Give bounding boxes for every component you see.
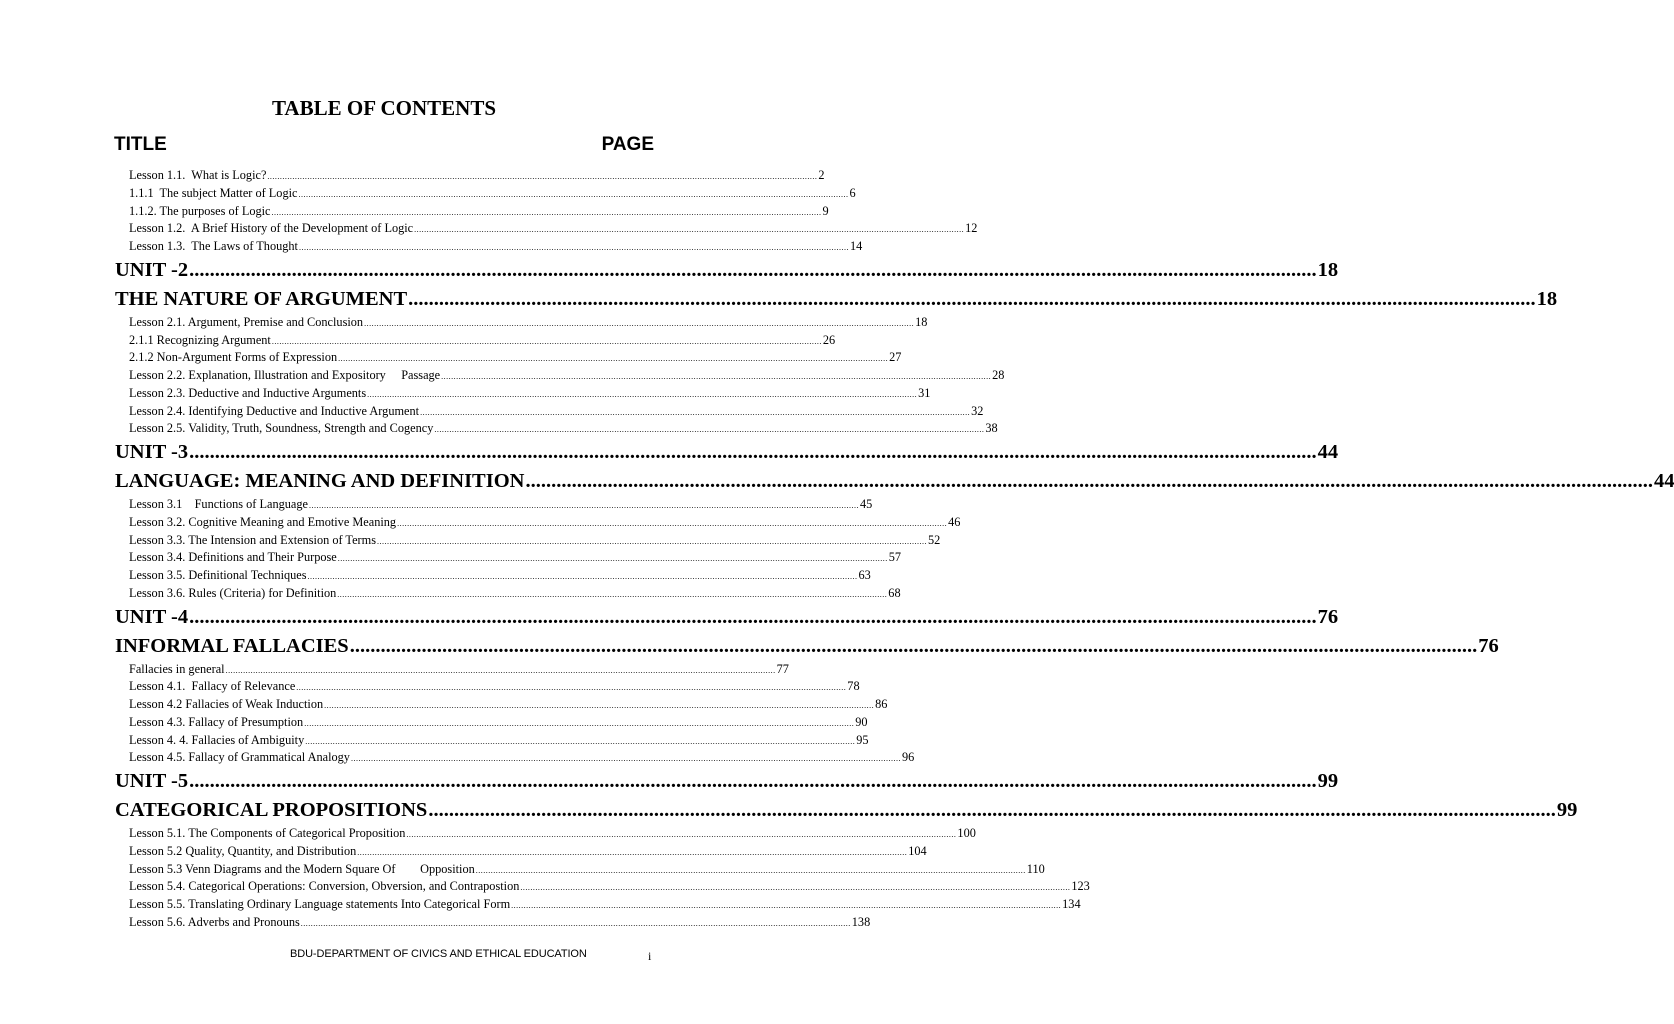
dot-leader: ............................................................................................................................................................................................................................ <box>300 918 851 928</box>
toc-entry-title: Lesson 2.1. Argument, Premise and Conclusion <box>129 314 364 329</box>
toc-entry-title: INFORMAL FALLACIES <box>115 634 349 657</box>
toc-entry-page: 9 <box>822 203 829 218</box>
toc-entry-title: Lesson 2.4. Identifying Deductive and Inductive Argument <box>129 403 420 418</box>
toc-entry-title: Lesson 4.5. Fallacy of Grammatical Analogy <box>129 750 350 765</box>
toc-entry-page: 76 <box>1478 634 1499 657</box>
toc-entry-title: Lesson 4.3. Fallacy of Presumption <box>129 714 304 729</box>
toc-entry-title: Lesson 3.6. Rules (Criteria) for Definition <box>129 585 337 600</box>
toc-entry-title: UNIT -4 <box>115 605 189 628</box>
toc-entry-page: 44 <box>1653 470 1674 492</box>
toc-entry-title: Lesson 1.3. The Laws of Thought <box>129 239 298 253</box>
toc-entry-title: 1.1.1 The subject Matter of Logic <box>129 185 298 200</box>
dot-leader: ............................................................................................................................................................................................................................ <box>298 243 849 252</box>
toc-unit-heading[interactable] <box>115 285 1558 314</box>
toc-entry-title: Lesson 3.4. Definitions and Their Purpose <box>129 550 337 565</box>
toc-entry-title: Lesson 5.1. The Components of Categorical Proposition <box>129 826 406 840</box>
toc-entry-page: 86 <box>875 697 888 711</box>
dot-leader: ............................................................................................................................................................................................................................ <box>271 207 822 217</box>
dot-leader: ............................................................................................................................................................................................................................ <box>225 665 776 675</box>
toc-entry-title: Lesson 5.2 Quality, Quantity, and Distribution <box>129 843 357 858</box>
toc-entry[interactable] <box>129 385 931 403</box>
toc-entry[interactable] <box>129 314 928 332</box>
dot-leader: ............................................................................................................................................................................................................................ <box>271 336 822 346</box>
toc-entry-page: 123 <box>1071 879 1090 894</box>
toc-entry[interactable] <box>129 532 941 550</box>
toc-entry-title: 1.1.2. The purposes of Logic <box>129 203 271 218</box>
page-title: TABLE OF CONTENTS <box>271 96 497 120</box>
dot-leader: ............................................................................................................................................................................................................................ <box>189 770 1317 792</box>
toc-entry-title: Lesson 3.5. Definitional Techniques <box>129 568 307 582</box>
toc-entry-title: Lesson 5.3 Venn Diagrams and the Modern Square Of Opposition <box>129 861 475 876</box>
dot-leader: ............................................................................................................................................................................................................................ <box>337 589 888 599</box>
toc-entry-page: 110 <box>1026 861 1045 876</box>
toc-entry[interactable] <box>129 167 825 185</box>
toc-entry-page: 27 <box>889 350 902 365</box>
toc-entry-title: Lesson 4.1. Fallacy of Relevance <box>129 679 296 694</box>
toc-entry[interactable] <box>129 567 871 585</box>
toc-entry-title: Lesson 5.5. Translating Ordinary Language statements Into Categorical Form <box>129 897 511 911</box>
toc-entry[interactable] <box>129 825 976 843</box>
toc-entry[interactable] <box>129 332 836 350</box>
toc-entry-page: 12 <box>965 221 978 236</box>
toc-entry-title: LANGUAGE: MEANING AND DEFINITION <box>115 470 525 492</box>
dot-leader: ............................................................................................................................................................................................................................ <box>364 318 915 328</box>
toc-entry-page: 18 <box>915 314 928 329</box>
dot-leader: ............................................................................................................................................................................................................................ <box>304 718 855 728</box>
toc-entry-page: 26 <box>822 332 836 347</box>
toc-entry-title: Fallacies in general <box>129 661 225 676</box>
toc-entry[interactable] <box>129 549 902 567</box>
footer-department: BDU-DEPARTMENT OF CIVICS AND ETHICAL EDUCATION <box>290 948 587 960</box>
toc-entry-page: 18 <box>1536 287 1558 310</box>
toc-unit-heading[interactable] <box>115 796 1578 825</box>
dot-leader: ............................................................................................................................................................................................................................ <box>307 572 858 581</box>
toc-entry-title: UNIT -3 <box>115 441 189 463</box>
toc-unit-heading[interactable] <box>115 438 1339 467</box>
toc-entry[interactable] <box>129 661 789 679</box>
toc-entry[interactable] <box>129 238 863 256</box>
toc-entry[interactable] <box>129 185 856 203</box>
toc-entry[interactable] <box>129 749 915 767</box>
toc-entry[interactable] <box>129 420 998 438</box>
dot-leader: ............................................................................................................................................................................................................................ <box>338 354 889 364</box>
dot-leader: ............................................................................................................................................................................................................................ <box>296 683 847 693</box>
toc-entry-page: 14 <box>849 239 863 253</box>
toc-entry-page: 28 <box>992 368 1005 382</box>
dot-leader: ............................................................................................................................................................................................................................ <box>414 225 965 235</box>
toc-entry-page: 45 <box>859 497 873 511</box>
toc-entry-title: Lesson 3.2. Cognitive Meaning and Emotive Meaning <box>129 514 397 529</box>
toc-entry-page: 31 <box>918 385 931 400</box>
dot-leader: ............................................................................................................................................................................................................................ <box>337 554 888 564</box>
toc-entry[interactable] <box>129 732 869 750</box>
toc-entry-page: 46 <box>948 514 961 529</box>
toc-entry-title: UNIT -5 <box>115 770 189 792</box>
toc-entry-page: 99 <box>1317 770 1339 792</box>
dot-leader: ............................................................................................................................................................................................................................ <box>267 172 818 181</box>
toc-entry-page: 99 <box>1556 799 1578 821</box>
dot-leader: ............................................................................................................................................................................................................................ <box>308 501 859 510</box>
toc-entry-page: 134 <box>1062 897 1081 911</box>
toc-entry-title: 2.1.1 Recognizing Argument <box>129 332 271 347</box>
toc-entry-title: Lesson 3.3. The Intension and Extension of Terms <box>129 532 376 547</box>
dot-leader: ............................................................................................................................................................................................................................ <box>367 389 918 399</box>
toc-entry[interactable] <box>129 203 829 221</box>
dot-leader: ............................................................................................................................................................................................................................ <box>420 407 971 417</box>
dot-leader: ............................................................................................................................................................................................................................ <box>357 847 908 857</box>
dot-leader: ............................................................................................................................................................................................................................ <box>520 883 1071 893</box>
toc-entry[interactable] <box>129 896 1081 914</box>
toc-entry-page: 68 <box>888 585 901 600</box>
toc-entry-page: 44 <box>1317 441 1339 463</box>
toc-entry[interactable] <box>129 914 871 932</box>
toc-entry-title: CATEGORICAL PROPOSITIONS <box>115 799 428 821</box>
toc-entry-page: 78 <box>847 679 860 694</box>
dot-leader: ............................................................................................................................................................................................................................ <box>189 605 1317 628</box>
toc-unit-heading[interactable] <box>115 256 1339 285</box>
toc-entry[interactable] <box>129 714 868 732</box>
toc-entry[interactable] <box>129 403 984 421</box>
toc-entry-page: 77 <box>776 661 789 676</box>
dot-leader: ............................................................................................................................................................................................................................ <box>324 701 875 710</box>
dot-leader: ............................................................................................................................................................................................................................ <box>511 901 1062 910</box>
dot-leader: ............................................................................................................................................................................................................................ <box>441 372 992 381</box>
dot-leader: ............................................................................................................................................................................................................................ <box>406 830 957 839</box>
toc-entry-title: Lesson 3.1 Functions of Language <box>129 497 308 511</box>
toc-entry[interactable] <box>129 878 1090 896</box>
toc-entry-page: 52 <box>927 532 941 547</box>
toc-entry-title: UNIT -2 <box>115 258 189 281</box>
toc-entry-page: 95 <box>856 732 869 747</box>
toc-entry-title: Lesson 2.5. Validity, Truth, Soundness, Strength and Cogency <box>129 421 434 436</box>
toc-entry[interactable] <box>129 585 901 603</box>
dot-leader: ............................................................................................................................................................................................................................ <box>298 189 849 199</box>
dot-leader: ............................................................................................................................................................................................................................ <box>376 536 927 546</box>
dot-leader: ............................................................................................................................................................................................................................ <box>349 634 1478 657</box>
toc-entry-title: Lesson 2.3. Deductive and Inductive Arguments <box>129 385 367 400</box>
toc-entry-title: THE NATURE OF ARGUMENT <box>115 287 408 310</box>
toc-entry[interactable] <box>129 367 1005 385</box>
toc-entry[interactable] <box>129 349 902 367</box>
toc-entry-title: Lesson 5.4. Categorical Operations: Conversion, Obversion, and Contrapostion <box>129 879 520 894</box>
toc-entry-page: 138 <box>851 914 871 929</box>
toc-entry[interactable] <box>129 678 860 696</box>
toc-entry[interactable] <box>129 220 978 238</box>
toc-entry-title: Lesson 1.1. What is Logic? <box>129 168 267 182</box>
toc-entry-title: Lesson 4.2 Fallacies of Weak Induction <box>129 697 324 711</box>
footer-page-number: i <box>648 949 652 963</box>
title-column-header: TITLE <box>114 134 167 155</box>
toc-entry-page: 6 <box>849 185 856 200</box>
toc-entry-page: 57 <box>888 550 902 565</box>
toc-entry[interactable] <box>129 696 888 714</box>
toc-entry-page: 76 <box>1317 605 1339 628</box>
dot-leader: ............................................................................................................................................................................................................................ <box>408 287 1536 310</box>
toc-entry-page: 18 <box>1317 258 1339 281</box>
toc-unit-heading[interactable] <box>115 767 1339 796</box>
dot-leader: ............................................................................................................................................................................................................................ <box>189 441 1317 463</box>
toc-entry[interactable] <box>129 514 961 532</box>
toc-entry-page: 96 <box>901 750 915 765</box>
dot-leader: ............................................................................................................................................................................................................................ <box>305 736 856 746</box>
toc-entry-page: 100 <box>957 826 976 840</box>
toc-entry-page: 104 <box>908 843 927 858</box>
dot-leader: ............................................................................................................................................................................................................................ <box>189 258 1317 281</box>
toc-entry-title: Lesson 1.2. A Brief History of the Development of Logic <box>129 221 414 236</box>
dot-leader: ............................................................................................................................................................................................................................ <box>525 470 1653 492</box>
toc-entry-title: Lesson 4. 4. Fallacies of Ambiguity <box>129 732 305 747</box>
toc-entry-page: 63 <box>858 568 871 582</box>
toc-entry-page: 32 <box>971 403 984 418</box>
dot-leader: ............................................................................................................................................................................................................................ <box>397 518 948 528</box>
toc-entry-page: 2 <box>818 168 825 182</box>
toc-unit-heading[interactable] <box>115 632 1499 661</box>
toc-unit-heading[interactable] <box>115 467 1674 496</box>
dot-leader: ............................................................................................................................................................................................................................ <box>434 425 985 435</box>
toc-entry-page: 90 <box>855 714 868 729</box>
dot-leader: ............................................................................................................................................................................................................................ <box>475 865 1026 875</box>
dot-leader: ............................................................................................................................................................................................................................ <box>350 754 901 764</box>
toc-entry[interactable] <box>129 843 927 861</box>
toc-entry-page: 38 <box>985 421 998 436</box>
toc-entry-title: Lesson 5.6. Adverbs and Pronouns <box>129 914 300 929</box>
page-column-header: PAGE <box>601 134 654 155</box>
toc-entry-title: Lesson 2.2. Explanation, Illustration and Expository Passage <box>129 368 441 382</box>
toc-entry-title: 2.1.2 Non-Argument Forms of Expression <box>129 350 338 365</box>
dot-leader: ............................................................................................................................................................................................................................ <box>428 799 1556 821</box>
toc-entry[interactable] <box>129 861 1045 879</box>
toc-unit-heading[interactable] <box>115 603 1339 632</box>
table-of-contents <box>0 167 1674 932</box>
toc-entry[interactable] <box>129 496 873 514</box>
